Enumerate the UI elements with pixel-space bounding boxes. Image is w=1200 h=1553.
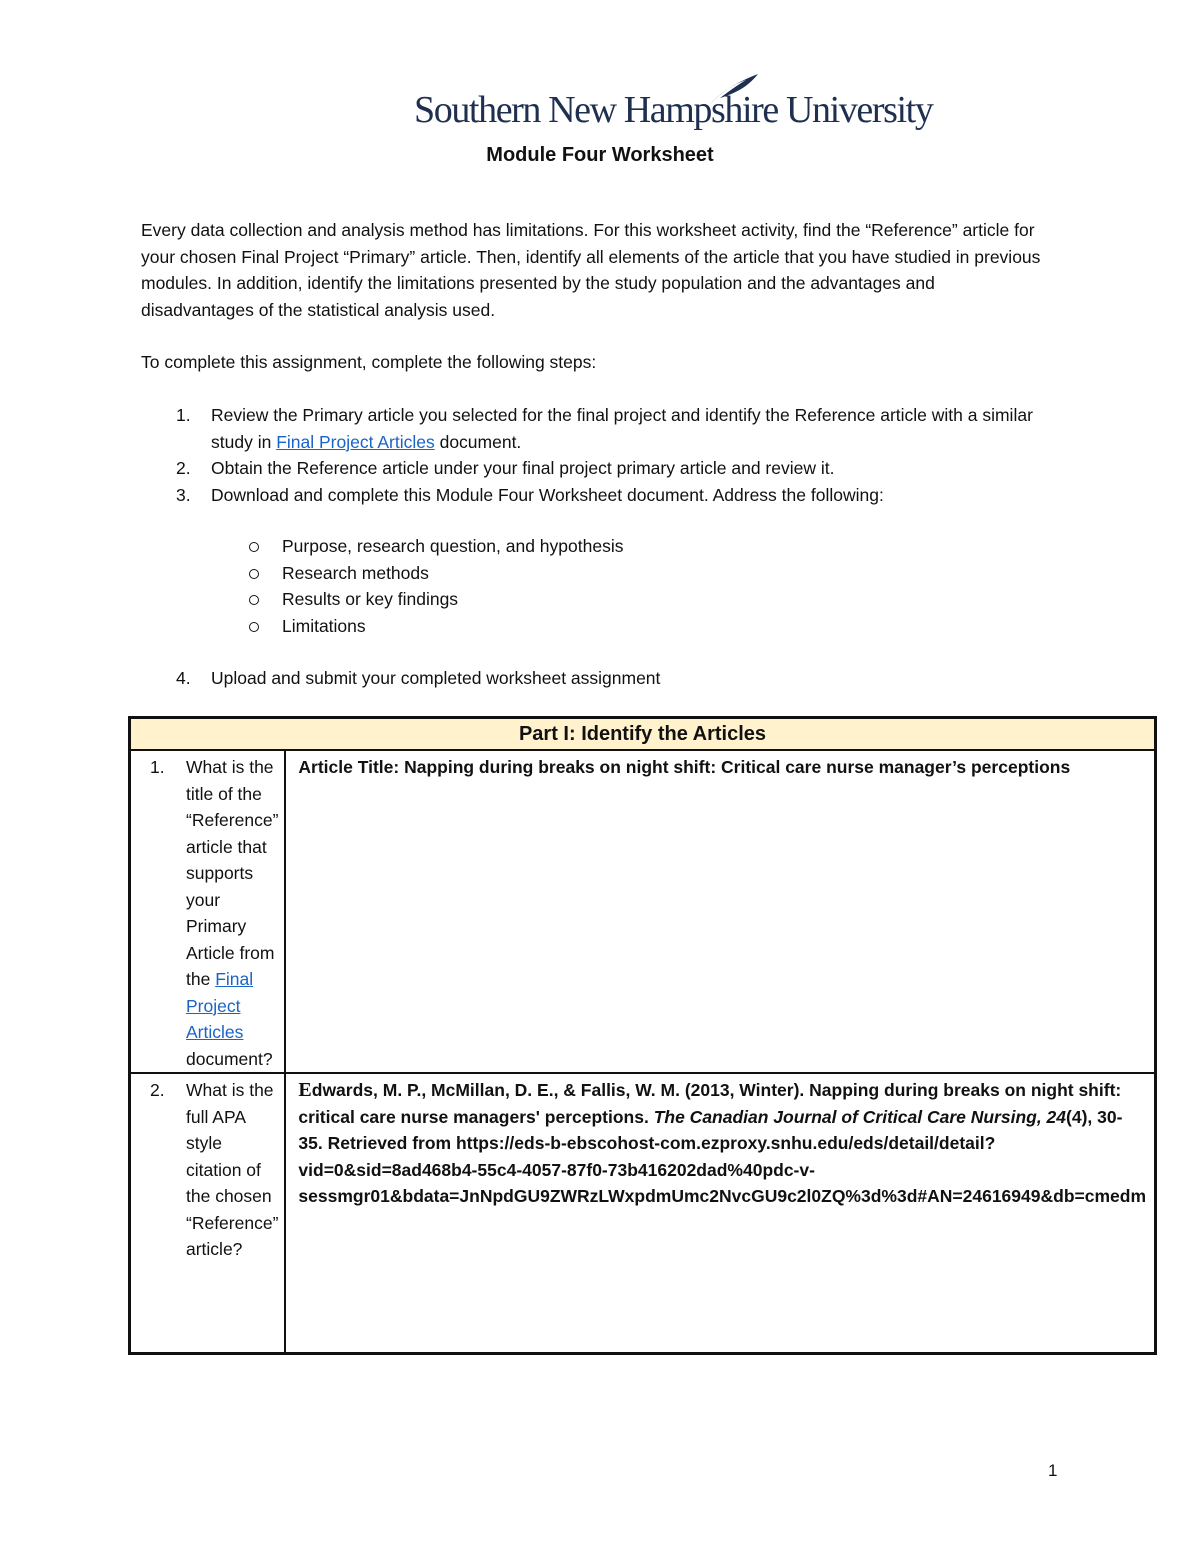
question-text [186,754,278,1072]
step-text: Upload and submit your completed worksheet assignment [211,668,661,688]
step-text-end: document. [434,431,522,452]
answer-text: Article Title: Napping during breaks on night shift: Critical care nurse manager’s perceptions [298,757,1071,777]
question-cell [130,1073,286,1354]
citation-part: (4), 30-35. Retrieved from https://eds-b-ebscohost-com.ezproxy.snhu.edu/eds/detail/detail?vid=0&sid=8ad468b4-55c4-4057-87f0-73b416202dad%40pdc-v-sessmgr01&bdata=JnNpdGU9ZWRzLWxpdmUmc2NvcGU9c2l0ZQ%3d%3d#AN=24616949&db=cmedm [298,1106,1147,1206]
page-number: 1 [1048,1461,1058,1480]
step-number: 2. [176,458,191,478]
document-title: Module Four Worksheet [486,144,714,166]
step-number: 3. [176,484,191,505]
intro-section [141,217,1051,376]
table-header: Part I: Identify the Articles [130,718,1156,751]
steps-list [141,402,1061,508]
citation-journal: The Canadian Journal of Critical Care Nursing, 24 [653,1106,1067,1127]
hollow-bullet-icon [249,595,259,605]
step-number: 4. [176,668,191,688]
question-number: 1. [150,757,165,777]
step-text: Obtain the Reference article under your final project primary article and review it. [211,458,835,478]
hollow-bullet-icon [249,622,259,632]
list-item-text: Results or key findings [282,589,459,609]
question-number: 2. [150,1080,165,1100]
question-text-end: document? [186,1048,273,1069]
step-item [141,455,1061,482]
step-number: 1. [176,405,191,425]
list-item [245,533,623,560]
question-text-start: What is the title of the “Reference” article that supports your Primary Article from the [186,757,279,989]
table-row [130,1073,1156,1354]
step-text: Download and complete this Module Four Worksheet document. Address the following: [211,484,884,505]
final-project-articles-link[interactable]: Final Project Articles [186,969,254,1042]
list-item [245,586,623,613]
logo-text: Southern New Hampshire University [414,89,933,131]
final-project-articles-link[interactable]: Final Project Articles [276,431,435,452]
list-item-text: Research methods [282,562,429,583]
steps-list-continued [141,665,1061,692]
step-text: Review the Primary article you selected for the final project and identify the Reference article with a similar study in [211,405,1033,452]
list-item [245,613,623,640]
citation-part: dwards, M. P., McMillan, D. E., & Fallis, W. M. (2013, Winter). Napping during breaks on night shift: critical care nurse managers' perceptions. [298,1080,1122,1127]
address-list [245,533,623,639]
list-item-text: Limitations [282,615,366,636]
list-item [245,560,623,587]
step-item [141,482,1061,509]
instructions-lead: To complete this assignment, complete the following steps: [141,352,597,372]
list-item-text: Purpose, research question, and hypothesis [282,536,624,556]
hollow-bullet-icon [249,542,259,552]
question-text: What is the full APA style citation of the chosen “Reference” article? [186,1080,279,1259]
citation-lead-letter: E [298,1079,312,1101]
table-row [130,750,1156,1073]
citation-text [298,1077,1146,1210]
step-item [141,402,1061,455]
hollow-bullet-icon [249,569,259,579]
intro-paragraph: Every data collection and analysis method has limitations. For this worksheet activity, find the “Reference” article for your chosen Final Project “Primary” article. Then, identify all elements of the article that you have studied in previous modules. In addition, identify the limitations presented by the study population and the advantages and disadvantages of the statistical analysis used. [141,220,1041,320]
articles-table [128,716,1157,1355]
university-logo [414,72,933,136]
answer-cell[interactable] [285,1073,1155,1354]
answer-cell[interactable] [285,750,1155,1073]
step-item [141,665,1061,692]
question-cell [130,750,286,1073]
